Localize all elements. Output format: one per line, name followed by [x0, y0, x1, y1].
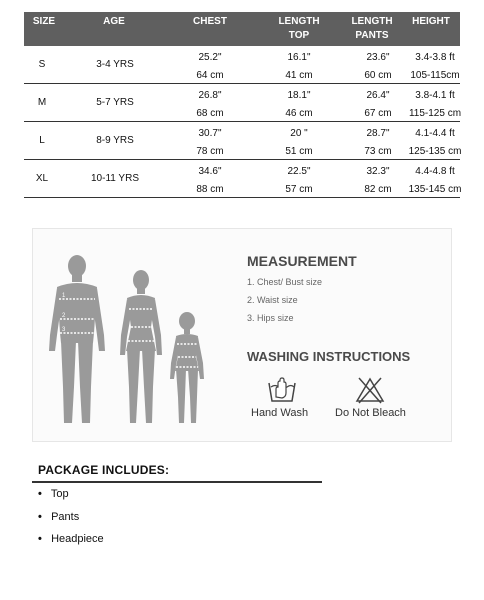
do-not-bleach-label: Do Not Bleach [335, 407, 406, 419]
age-cell: 8-9 YRS [96, 135, 134, 146]
header-size: SIZE [32, 16, 56, 27]
size-cell: S [38, 59, 46, 70]
height-ft-cell: 3.4-3.8 ft [415, 52, 455, 63]
header-length-top: LENGTH TOP [278, 16, 320, 41]
header-height: HEIGHT [412, 16, 450, 27]
body-measurement-figures [43, 247, 209, 431]
chest-cm-cell: 78 cm [196, 146, 224, 157]
chest-in-cell: 26.8" [198, 90, 222, 101]
measurement-item: 1. Chest/ Bust size [247, 277, 323, 287]
height-cm-cell: 105-115cm [410, 70, 460, 81]
package-item [38, 511, 79, 523]
package-item-label: Headpiece [51, 533, 104, 545]
figure-mark-2: 2 [62, 313, 66, 319]
height-ft-cell: 4.1-4.4 ft [415, 128, 455, 139]
do-not-bleach-icon [355, 375, 385, 405]
table-row [24, 84, 460, 122]
age-cell: 5-7 YRS [96, 97, 134, 108]
adult-figure-icon [49, 255, 105, 423]
hand-wash-label: Hand Wash [251, 407, 309, 419]
bullet: • [38, 511, 42, 523]
chest-in-cell: 30.7" [198, 128, 222, 139]
measurement-item: 2. Waist size [247, 295, 298, 305]
height-ft-cell: 3.8-4.1 ft [415, 90, 455, 101]
chest-cm-cell: 88 cm [196, 184, 224, 195]
age-cell: 10-11 YRS [91, 173, 139, 184]
height-cm-cell: 135-145 cm [408, 184, 462, 195]
pants-in-cell: 32.3" [366, 166, 390, 177]
package-item [38, 488, 69, 500]
top-cm-cell: 51 cm [285, 146, 313, 157]
chest-in-cell: 25.2" [198, 52, 222, 63]
package-item-label: Pants [51, 511, 80, 523]
age-cell: 3-4 YRS [96, 59, 134, 70]
top-in-cell: 22.5" [287, 166, 311, 177]
chest-cm-cell: 68 cm [196, 108, 224, 119]
top-cm-cell: 46 cm [285, 108, 313, 119]
package-item-label: Top [50, 488, 69, 500]
top-in-cell: 18.1" [287, 90, 311, 101]
size-cell: L [39, 135, 45, 146]
chest-in-cell: 34.6" [198, 166, 222, 177]
measurement-title: MEASUREMENT [247, 253, 357, 269]
bullet: • [38, 533, 42, 545]
pants-cm-cell: 60 cm [364, 70, 392, 81]
table-row [24, 46, 460, 84]
top-cm-cell: 57 cm [285, 184, 313, 195]
washing-instructions-title: WASHING INSTRUCTIONS [247, 349, 411, 364]
package-includes-title: PACKAGE INCLUDES: [38, 463, 170, 477]
size-cell: M [37, 97, 47, 108]
woman-figure-icon [120, 270, 162, 423]
measurement-panel [32, 228, 452, 442]
pants-cm-cell: 73 cm [364, 146, 392, 157]
bullet: • [38, 488, 42, 500]
height-cm-cell: 115-125 cm [408, 108, 462, 119]
table-row [24, 122, 460, 160]
top-cm-cell: 41 cm [285, 70, 313, 81]
pants-cm-cell: 82 cm [364, 184, 392, 195]
size-chart-table [24, 12, 460, 198]
size-cell: XL [35, 173, 49, 184]
hand-wash-icon [267, 375, 297, 405]
height-cm-cell: 125-135 cm [408, 146, 462, 157]
top-in-cell: 16.1" [287, 52, 311, 63]
table-header [24, 12, 460, 46]
pants-in-cell: 26.4" [366, 90, 390, 101]
table-row [24, 160, 460, 198]
header-age: AGE [103, 16, 125, 27]
header-chest: CHEST [193, 16, 227, 27]
chest-cm-cell: 64 cm [196, 70, 224, 81]
top-in-cell: 20 " [290, 128, 308, 139]
pants-in-cell: 23.6" [366, 52, 390, 63]
pants-cm-cell: 67 cm [364, 108, 392, 119]
measurement-item: 3. Hips size [247, 313, 294, 323]
figure-mark-1: 1 [62, 293, 66, 299]
divider [32, 481, 322, 483]
figure-mark-3: 3 [62, 327, 66, 333]
header-length-pants: LENGTH PANTS [351, 16, 393, 41]
height-ft-cell: 4.4-4.8 ft [415, 166, 455, 177]
package-item [38, 533, 104, 545]
pants-in-cell: 28.7" [366, 128, 390, 139]
